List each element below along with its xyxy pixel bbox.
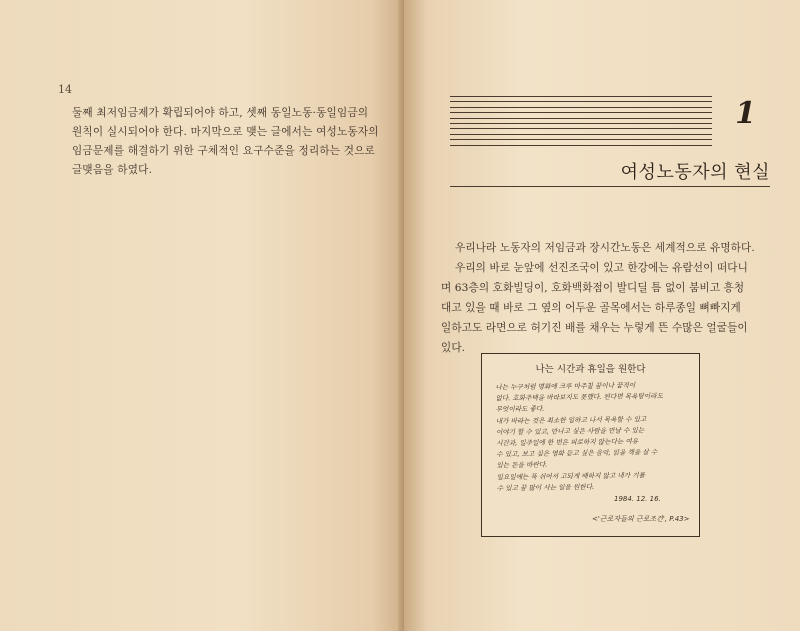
note-line: 수 있고, 보고 싶은 영화 듣고 싶은 음악, 읽을 책을 살 수 — [496, 448, 658, 459]
text-line: 일하고도 라면으로 허기진 배를 채우는 누렇게 뜬 수많은 얼굴들이 — [441, 322, 748, 334]
note-line: 없다. 호화주택을 바라보지도 못했다. 된다면 목욕탕이라도 — [495, 392, 664, 403]
text-line: 있다. — [441, 342, 466, 354]
text-line: 우리나라 노동자의 저임금과 장시간노동은 세계적으로 유명하다. — [455, 242, 755, 254]
right-body-text — [441, 238, 755, 358]
page-number: 14 — [58, 83, 72, 96]
note-line: 일요일에는 푹 쉬어서 고되게 배하지 않고 내가 기를 — [496, 470, 646, 481]
text-line: 대고 있을 때 바로 그 옆의 어두운 골목에서는 하루종일 뼈빠지게 — [441, 302, 741, 314]
handwritten-note-box — [481, 353, 700, 537]
note-line: 나는 누구처럼 명화에 크루 마주칠 꿈이나 꿈적이 — [495, 381, 636, 392]
note-line: 수 있고 꿈 많이 사는 일을 원한다. — [496, 482, 595, 493]
chapter-rule-lines — [450, 96, 712, 150]
note-title: 나는 시간과 휴일을 원한다 — [535, 364, 646, 375]
chapter-number: 1 — [735, 96, 756, 131]
note-line: 내가 바라는 것은 최소한 일하고 나서 목욕할 수 있고 — [495, 414, 647, 425]
left-body-text — [72, 104, 379, 180]
note-line: 시간과, 일주일에 한 번은 피로하지 않는다는 여유 — [496, 437, 639, 448]
text-line: 우리의 바로 눈앞에 선진조국이 있고 한강에는 유람선이 떠다니 — [455, 262, 748, 274]
note-text — [495, 380, 693, 495]
chapter-title: 여성노동자의 현실 — [620, 162, 770, 183]
text-line: 며 63층의 호화빌딩이, 호화백화점이 발디딜 틈 없이 붐비고 흥청 — [441, 282, 745, 294]
note-line: 무엇이라도 좋다. — [495, 405, 545, 414]
chapter-title-rule — [450, 186, 770, 187]
text-line: 원칙이 실시되어야 한다. 마지막으로 맺는 글에서는 여성노동자의 — [72, 126, 379, 138]
note-date: 1984. 12. 16. — [614, 495, 661, 503]
text-line: 임금문제를 해결하기 위한 구체적인 요구수준을 정리하는 것으로 — [72, 145, 376, 157]
text-line: 글맺음을 하였다. — [72, 164, 153, 176]
note-line: 있는 돈을 바란다. — [496, 461, 548, 470]
note-line: 이야기 할 수 있고, 만나고 싶은 사람을 만날 수 있는 — [495, 426, 645, 437]
text-line: 둘째 최저임금제가 확립되어야 하고, 셋째 동일노동·동일임금의 — [72, 107, 369, 119]
note-source: <'근로자들의 근로조건', P.43> — [592, 515, 690, 523]
